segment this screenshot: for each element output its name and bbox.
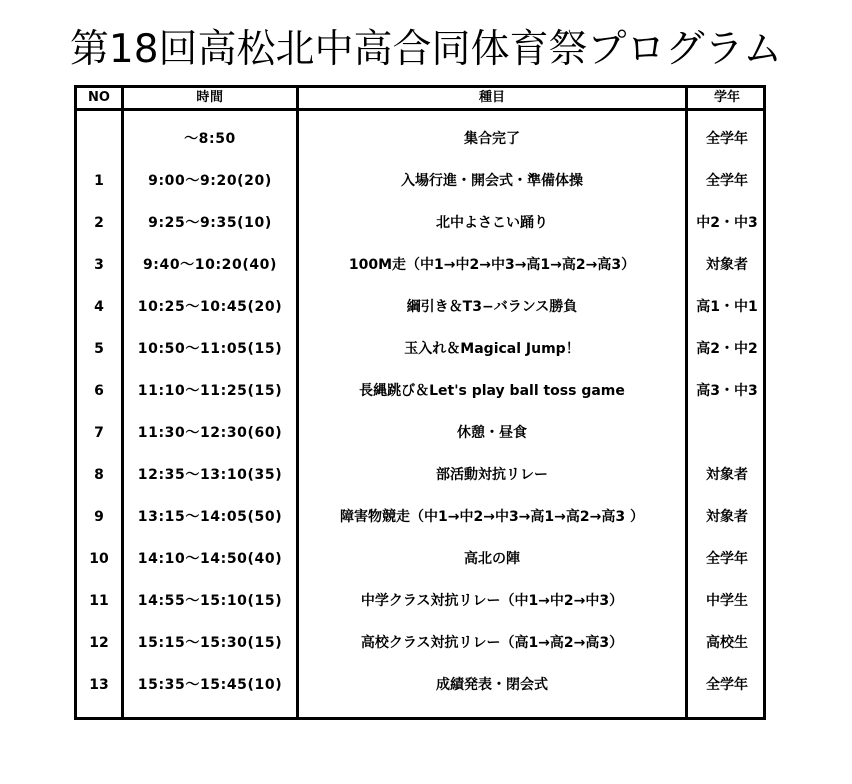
row-event: 長縄跳び＆Let's play ball toss game [359,383,625,399]
row-no: 1 [94,173,104,189]
row-event: 高北の陣 [464,551,520,567]
header-grade: 学年 [713,90,740,105]
row-time: 10:25～10:45(20) [137,299,283,315]
header-divider [77,108,763,111]
row-event: 成績発表・閉会式 [436,677,548,693]
table-row [77,160,763,202]
row-time: 15:15～15:30(15) [137,635,283,651]
row-event: 高校クラス対抗リレー（高1→高2→高3） [360,635,624,651]
row-no: 2 [94,215,104,231]
row-no: 6 [94,383,104,399]
row-no [77,118,121,160]
row-grade: 全学年 [706,173,748,189]
table-row [77,118,763,160]
table-row [77,622,763,664]
row-no: 11 [89,593,109,609]
table-row [77,496,763,538]
row-grade [688,412,766,454]
header-time: 時間 [196,90,224,105]
row-no: 7 [94,425,104,441]
row-no: 12 [89,635,109,651]
table-row [77,370,763,412]
row-no: 5 [94,341,104,357]
table-row [77,202,763,244]
row-event: 北中よさこい踊り [436,215,548,231]
row-grade: 高1・中1 [696,299,758,315]
row-grade: 対象者 [706,509,748,525]
program-table [74,85,766,720]
row-no: 4 [94,299,104,315]
table-row [77,580,763,622]
row-no: 8 [94,467,104,483]
row-grade: 対象者 [706,257,748,273]
row-grade: 全学年 [706,131,748,147]
row-event: 中学クラス対抗リレー（中1→中2→中3） [360,593,624,609]
row-time: 13:15～14:05(50) [137,509,283,525]
table-row [77,286,763,328]
row-event: 休憩・昼食 [457,425,527,441]
row-grade: 全学年 [706,551,748,567]
page-title: 第18回高松北中高合同体育祭プログラム [69,27,783,72]
row-time: 9:25～9:35(10) [148,215,272,231]
table-row [77,664,763,706]
row-grade: 中学生 [706,593,748,609]
row-event: 綱引き＆T3−バランス勝負 [406,299,578,315]
row-time: 9:00～9:20(20) [148,173,272,189]
table-row [77,538,763,580]
row-grade: 中2・中3 [696,215,758,231]
row-grade: 高3・中3 [696,383,758,399]
row-time: 14:55～15:10(15) [137,593,283,609]
row-event: 集合完了 [464,131,520,147]
table-row [77,328,763,370]
header-event: 種目 [478,90,505,105]
row-no: 9 [94,509,104,525]
row-no: 10 [89,551,109,567]
row-no: 3 [94,257,104,273]
row-time: 11:10～11:25(15) [137,383,283,399]
row-event: 部活動対抗リレー [436,467,548,483]
row-event: 障害物競走（中1→中2→中3→高1→高2→高3 ） [340,509,644,525]
header-no: NO [88,90,110,105]
row-time: 12:35～13:10(35) [137,467,283,483]
row-event: 入場行進・開会式・準備体操 [401,173,583,189]
row-event: 100M走（中1→中2→中3→高1→高2→高3） [348,257,636,273]
table-row [77,244,763,286]
table-row [77,412,763,454]
row-time: 10:50～11:05(15) [137,341,283,357]
row-time: 9:40～10:20(40) [142,257,278,273]
table-row [77,454,763,496]
row-grade: 全学年 [706,677,748,693]
row-no: 13 [89,677,109,693]
row-time: ～8:50 [184,131,236,147]
row-event: 玉入れ＆Magical Jump！ [404,341,580,357]
row-grade: 高2・中2 [696,341,758,357]
row-grade: 高校生 [706,635,748,651]
row-grade: 対象者 [706,467,748,483]
row-time: 14:10～14:50(40) [137,551,283,567]
row-time: 15:35～15:45(10) [137,677,283,693]
row-time: 11:30～12:30(60) [137,425,283,441]
